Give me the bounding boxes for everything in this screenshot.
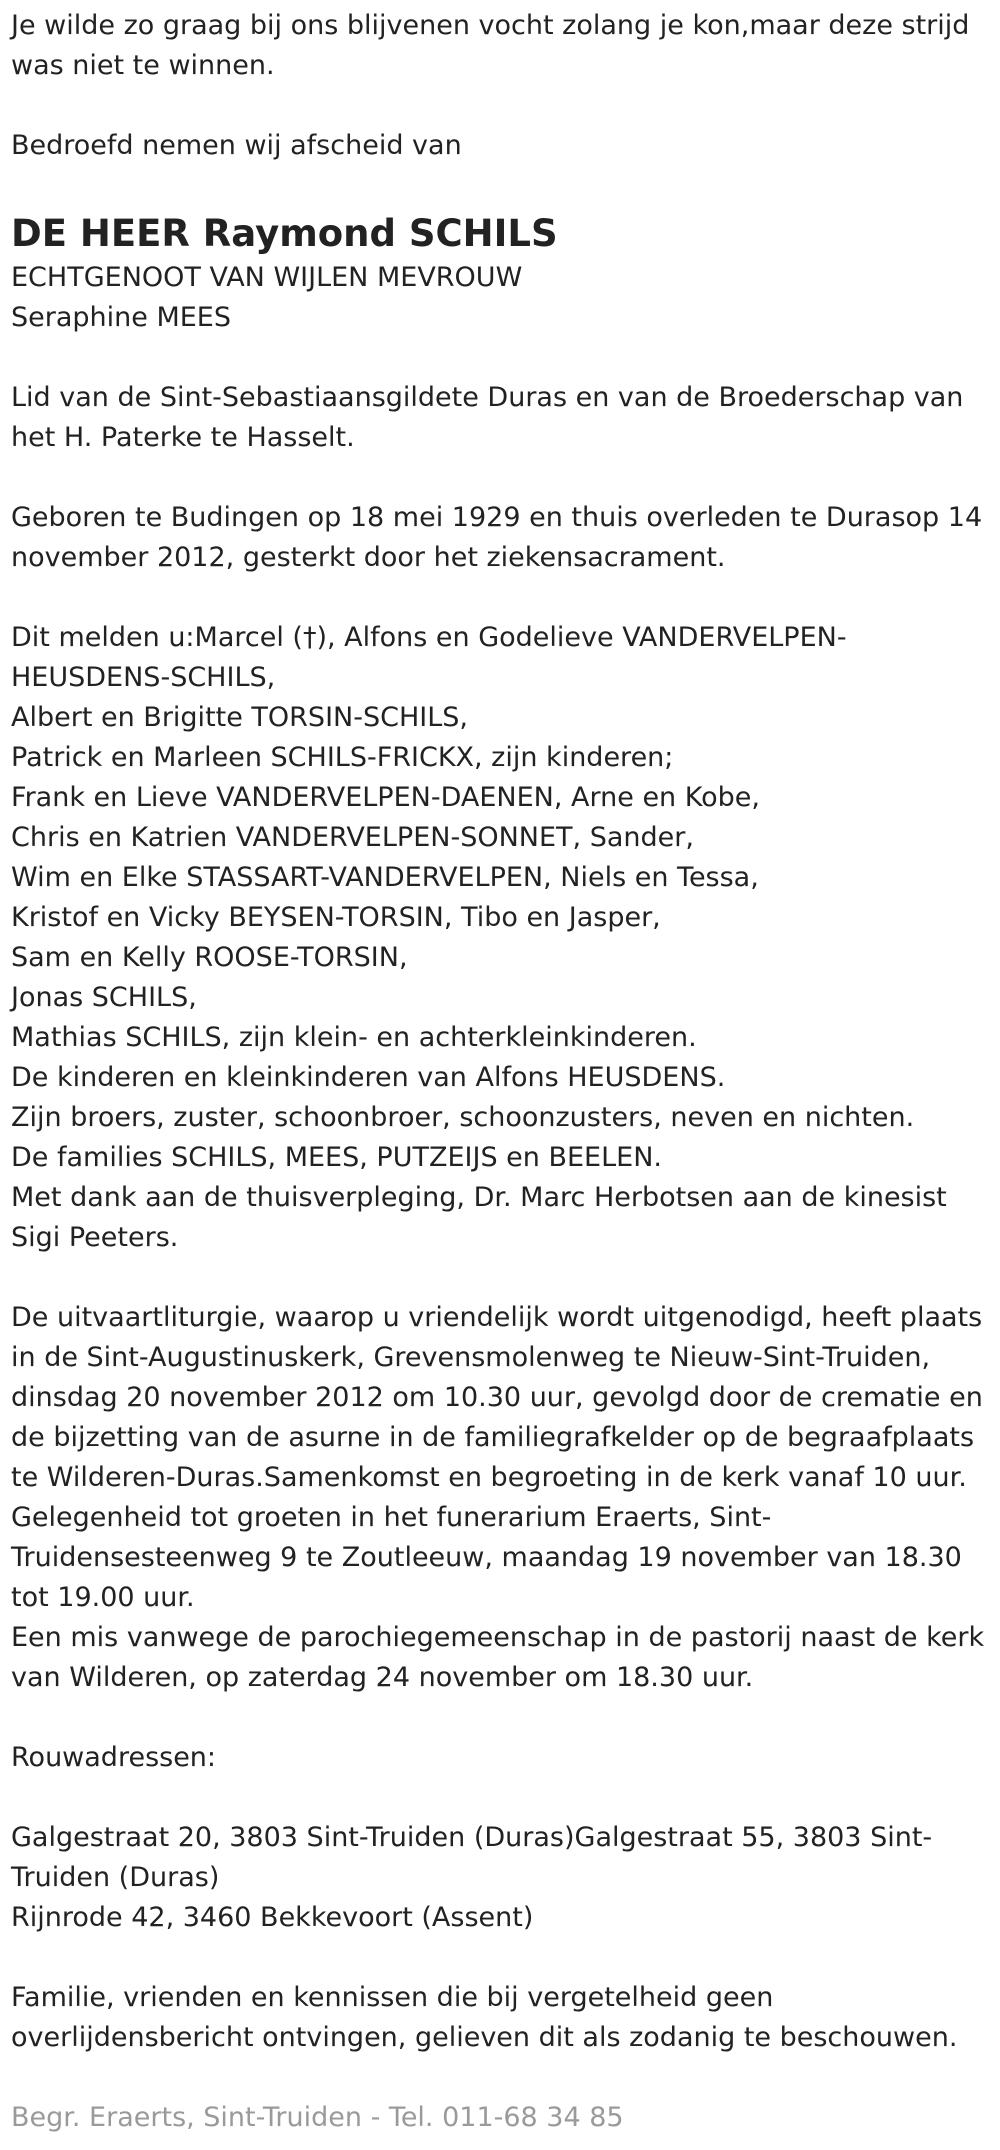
family-line: Patrick en Marleen SCHILS-FRICKX, zijn kinderen; — [11, 742, 674, 773]
family-line: De families SCHILS, MEES, PUTZEIJS en BEELEN. — [11, 1142, 662, 1173]
addresses-heading: Rouwadressen: — [11, 1742, 217, 1773]
spouse-title: ECHTGENOOT VAN WIJLEN MEVROUW — [11, 262, 523, 293]
family-line: Sam en Kelly ROOSE-TORSIN, — [11, 942, 408, 973]
intro-text: Je wilde zo graag bij ons blijvenen vocht zolang je kon,maar deze strijd was niet te winnen. — [11, 10, 970, 81]
mass-text: Een mis vanwege de parochiegemeenschap in de pastorij naast de kerk van Wilderen, op zaterdag 24 november om 18.30 uur. — [11, 1622, 985, 1693]
family-line: Dit melden u:Marcel (†), Alfons en Godelieve VANDERVELPEN-HEUSDENS-SCHILS, — [11, 622, 847, 693]
family-line: Jonas SCHILS, — [11, 982, 197, 1013]
family-line: Mathias SCHILS, zijn klein- en achterkleinkinderen. — [11, 1022, 697, 1053]
family-line: Zijn broers, zuster, schoonbroer, schoonzusters, neven en nichten. — [11, 1102, 915, 1133]
family-line: Albert en Brigitte TORSIN-SCHILS, — [11, 702, 468, 733]
address-line: Rijnrode 42, 3460 Bekkevoort (Assent) — [11, 1902, 534, 1933]
family-list — [11, 618, 986, 1258]
membership-text: Lid van de Sint-Sebastiaansgildete Duras en van de Broederschap van het H. Paterke te Hasselt. — [11, 382, 964, 453]
funeral-details — [11, 1298, 986, 1698]
family-line: Kristof en Vicky BEYSEN-TORSIN, Tibo en Jasper, — [11, 902, 661, 933]
announcement-text: Bedroefd nemen wij afscheid van — [11, 130, 462, 161]
family-line: Frank en Lieve VANDERVELPEN-DAENEN, Arne en Kobe, — [11, 782, 760, 813]
obituary-notice — [11, 6, 986, 2138]
birth-death-text: Geboren te Budingen op 18 mei 1929 en thuis overleden te Durasop 14 november 2012, gesterkt door het ziekensacrament. — [11, 502, 983, 573]
family-line: De kinderen en kleinkinderen van Alfons HEUSDENS. — [11, 1062, 726, 1093]
visitation-text: Gelegenheid tot groeten in het funerarium Eraerts, Sint-Truidensesteenweg 9 te Zoutleeuw, maandag 19 november van 18.30 tot 19.00 uur. — [11, 1502, 962, 1613]
family-line: Chris en Katrien VANDERVELPEN-SONNET, Sander, — [11, 822, 694, 853]
address-list — [11, 1818, 986, 1938]
closing-text: Familie, vrienden en kennissen die bij vergetelheid geen overlijdensbericht ontvingen, gelieven dit als zodanig te beschouwen. — [11, 1982, 958, 2053]
address-line: Galgestraat 20, 3803 Sint-Truiden (Duras)Galgestraat 55, 3803 Sint-Truiden (Duras) — [11, 1822, 933, 1893]
funeral-liturgy-text: De uitvaartliturgie, waarop u vriendelijk wordt uitgenodigd, heeft plaats in de Sint-Augustinuskerk, Grevensmolenweg te Nieuw-Sint-Truiden, dinsdag 20 november 2012 om 10.30 uur, gevolgd door de crematie en de bijzetting van de asurne in de familiegrafkelder op de begraafplaats te Wilderen-Duras.Samenkomst en begroeting in de kerk vanaf 10 uur. — [11, 1302, 983, 1493]
family-line: Wim en Elke STASSART-VANDERVELPEN, Niels en Tessa, — [11, 862, 759, 893]
family-line: Met dank aan de thuisverpleging, Dr. Marc Herbotsen aan de kinesist Sigi Peeters. — [11, 1182, 947, 1253]
funeral-home-footer: Begr. Eraerts, Sint-Truiden - Tel. 011-68 34 85 — [11, 2102, 624, 2133]
spouse-name: Seraphine MEES — [11, 302, 232, 333]
deceased-name: DE HEER Raymond SCHILS — [11, 212, 558, 255]
